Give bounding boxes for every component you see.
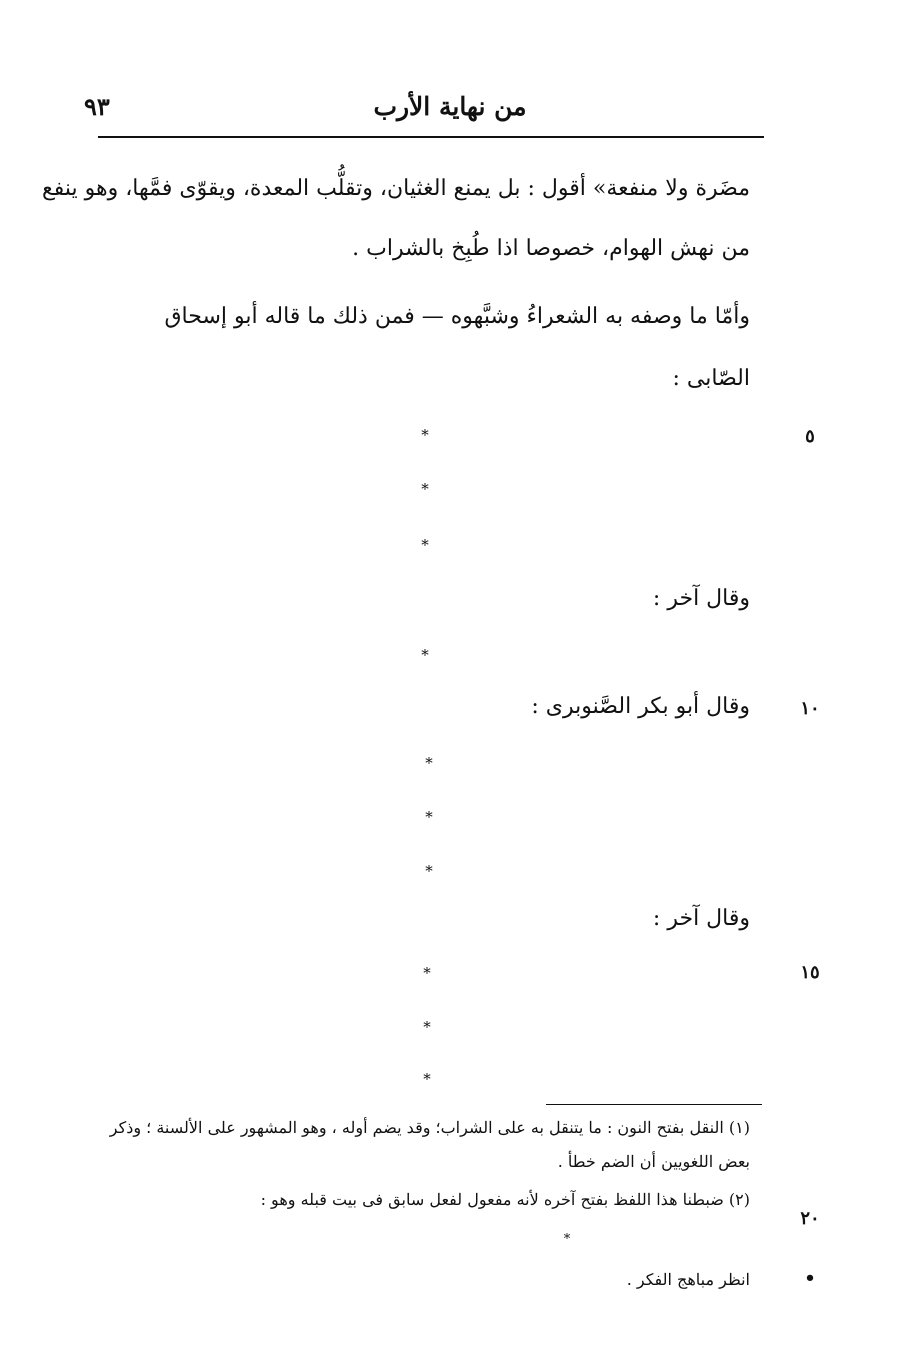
verse-separator: * [423,1018,431,1036]
verse-separator: * [423,1070,431,1088]
footnote-3: انظر مباهج الفكر . [626,1270,750,1289]
footnote-1-line: (١) النقل بفتح النون : ما يتنقل به على الشراب؛ وقد يضم أوله ، وهو المشهور على الألسنة ؛ وذكر [109,1118,750,1137]
margin-line-number: ٢٠ [800,1208,820,1229]
verse-separator: * [421,646,429,664]
verse-separator: * [425,808,433,826]
running-title: من نهاية الأرب [373,92,527,121]
verse-separator: * [423,964,431,982]
prose-line: وأمّا ما وصفه به الشعراءُ وشبَّهوه — فمن ذلك ما قاله أبو إسحاق [164,304,750,329]
verse-introduction: وقال آخر : [652,586,750,611]
margin-line-number: ١٥ [800,962,820,983]
prose-line: الصّابى : [672,366,750,391]
footnote-1-line: بعض اللغويين أن الضم خطأ . [557,1152,750,1171]
margin-line-number: ١٠ [800,698,820,719]
prose-line: من نهش الهوام، خصوصا اذا طُبِخ بالشراب . [352,236,750,261]
page-number: ٩٣ [84,92,110,121]
prose-line: مضَرة ولا منفعة» أقول : بل يمنع الغثيان، وتقلُّب المعدة، ويقوّى فمَّها، وهو ينفع [42,176,750,201]
header-rule [98,136,764,138]
verse-introduction: وقال آخر : [652,906,750,931]
footnote-2: (٢) ضبطنا هذا اللفظ بفتح آخره لأنه مفعول لفعل سابق فى بيت قبله وهو : [260,1190,750,1209]
verse-separator: * [421,536,429,554]
verse-separator: * [421,426,429,444]
footnote-rule [546,1104,762,1105]
margin-bullet: • [804,1268,816,1289]
verse-separator: * [563,1232,571,1247]
verse-introduction: وقال أبو بكر الصَّنوبرى : [531,694,750,719]
verse-separator: * [421,480,429,498]
verse-separator: * [425,754,433,772]
verse-separator: * [425,862,433,880]
margin-line-number: ٥ [805,426,815,447]
